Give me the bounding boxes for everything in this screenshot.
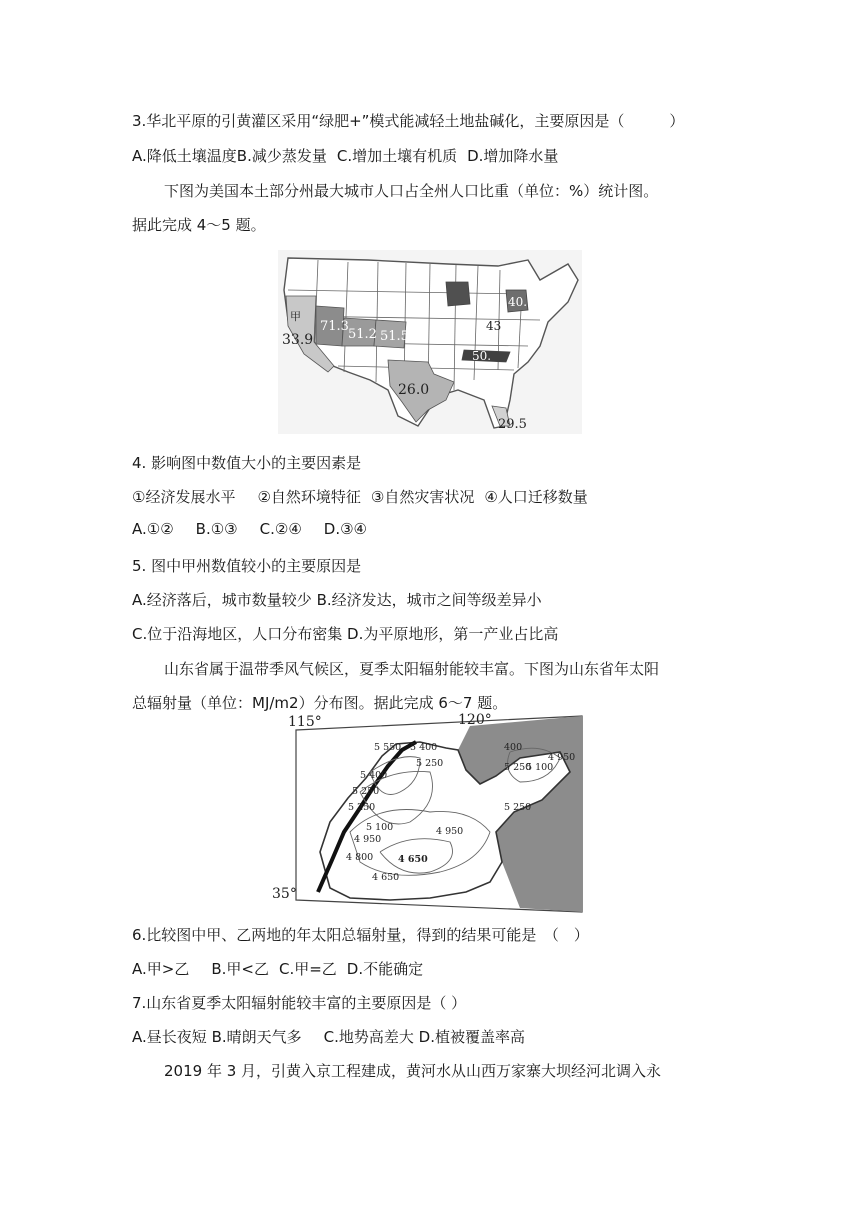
map2-contour-label: 5 550 (374, 742, 402, 753)
map1-label-colorado: 51.5 (380, 329, 409, 344)
map1-label-jia: 甲 (290, 310, 301, 323)
map2-lon-115: 115° (288, 714, 322, 730)
q7-stem: 7.山东省夏季太阳辐射能较丰富的主要原因是（ ） (132, 994, 467, 1012)
map1-label-43: 43 (486, 319, 502, 333)
intro1-line1: 下图为美国本土部分州最大城市人口占全州人口比重（单位：%）统计图。 (164, 182, 659, 200)
q7-option-d: D.植被覆盖率高 (418, 1028, 525, 1046)
q7-option-c: C.地势高差大 (323, 1028, 414, 1046)
map1-label-florida: 29.5 (498, 417, 527, 432)
map1-label-utah: 51.2 (348, 327, 377, 342)
map1-label-nevada: 71.3 (320, 319, 349, 334)
q5-option-d: D.为平原地形，第一产业占比高 (347, 625, 559, 643)
q3-options (132, 145, 558, 166)
map1-label-tennessee: 50. (472, 349, 492, 363)
q3-option-a: A.降低土壤温度 (132, 147, 237, 165)
intro3-line1: 2019 年 3 月，引黄入京工程建成，黄河水从山西万家寨大坝经河北调入永 (164, 1062, 662, 1080)
q7-option-b: B.晴朗天气多 (211, 1028, 302, 1046)
q6-option-b: B.甲<乙 (211, 960, 269, 978)
q4-choice-3: ③自然灾害状况 (370, 488, 475, 506)
shandong-radiation-map (270, 712, 588, 914)
q4-option-a: A.①② (132, 520, 174, 538)
map2-lat-35: 35° (272, 886, 297, 902)
q4-choice-1: ①经济发展水平 (132, 488, 236, 506)
map2-contour-label: 5 250 (504, 802, 532, 813)
q4-option-b: B.①③ (195, 520, 238, 538)
q6-option-a: A.甲>乙 (132, 960, 190, 978)
q6-option-d: D.不能确定 (346, 960, 424, 978)
q7-option-a: A.昼长夜短 (132, 1028, 207, 1046)
q4-option-d: D.③④ (323, 520, 367, 538)
map2-contour-label: 5 250 (352, 786, 380, 797)
q7-options (132, 1026, 525, 1047)
intro1-line2: 据此完成 4～5 题。 (132, 216, 266, 234)
map2-contour-label: 5 100 (526, 762, 554, 773)
q4-stem: 4. 影响图中数值大小的主要因素是 (132, 454, 362, 472)
q4-options (132, 520, 367, 538)
map2-contour-label: 5 400 (410, 742, 438, 753)
map2-lon-120: 120° (458, 712, 492, 728)
q5-options-row1 (132, 589, 542, 610)
q3-option-d: D.增加降水量 (467, 147, 559, 165)
q4-choice-4: ④人口迁移数量 (484, 488, 588, 506)
q5-option-a: A.经济落后，城市数量较少 (132, 591, 312, 609)
us-states-map (278, 250, 582, 434)
map2-contour-label: 5 100 (366, 822, 394, 833)
map2-contour-label: 5 400 (360, 770, 388, 781)
map2-contour-label: 5 250 (504, 762, 532, 773)
map2-contour-label: 4 650 (398, 854, 428, 865)
q4-choices (132, 486, 588, 507)
q5-stem: 5. 图中甲州数值较小的主要原因是 (132, 557, 362, 575)
map2-contour-label: 4 950 (548, 752, 576, 763)
map2-contour-label: 400 (504, 742, 523, 753)
q6-options (132, 958, 423, 979)
q3-option-b: B.减少蒸发量 (236, 147, 327, 165)
map2-contour-label: 5 250 (416, 758, 444, 769)
q4-choice-2: ②自然环境特征 (257, 488, 361, 506)
map2-contour-label: 4 800 (346, 852, 374, 863)
map2-contour-label: 4 950 (436, 826, 464, 837)
map2-contour-label: 5 250 (348, 802, 376, 813)
q6-stem: 6.比较图中甲、乙两地的年太阳总辐射量，得到的结果可能是 （ ） (132, 926, 589, 944)
q3-stem: 3.华北平原的引黄灌区采用“绿肥+”模式能减轻土地盐碱化，主要原因是（ ） (132, 112, 685, 130)
q5-option-c: C.位于沿海地区，人口分布密集 (132, 625, 343, 643)
map1-label-texas: 26.0 (398, 382, 430, 398)
q5-options-row2 (132, 623, 558, 644)
q6-option-c: C.甲=乙 (278, 960, 337, 978)
intro2-line1: 山东省属于温带季风气候区，夏季太阳辐射能较丰富。下图为山东省年太阳 (164, 660, 660, 678)
map2-contour-label: 4 950 (354, 834, 382, 845)
q5-option-b: B.经济发达，城市之间等级差异小 (316, 591, 542, 609)
map2-contour-label: 4 650 (372, 872, 400, 883)
intro2-line2: 总辐射量（单位：MJ/m2）分布图。据此完成 6～7 题。 (132, 694, 508, 712)
q4-option-c: C.②④ (259, 520, 302, 538)
q3-option-c: C.增加土壤有机质 (336, 147, 458, 165)
map1-label-california: 33.9 (282, 332, 314, 348)
map1-label-ne: 40.1 (508, 295, 535, 309)
